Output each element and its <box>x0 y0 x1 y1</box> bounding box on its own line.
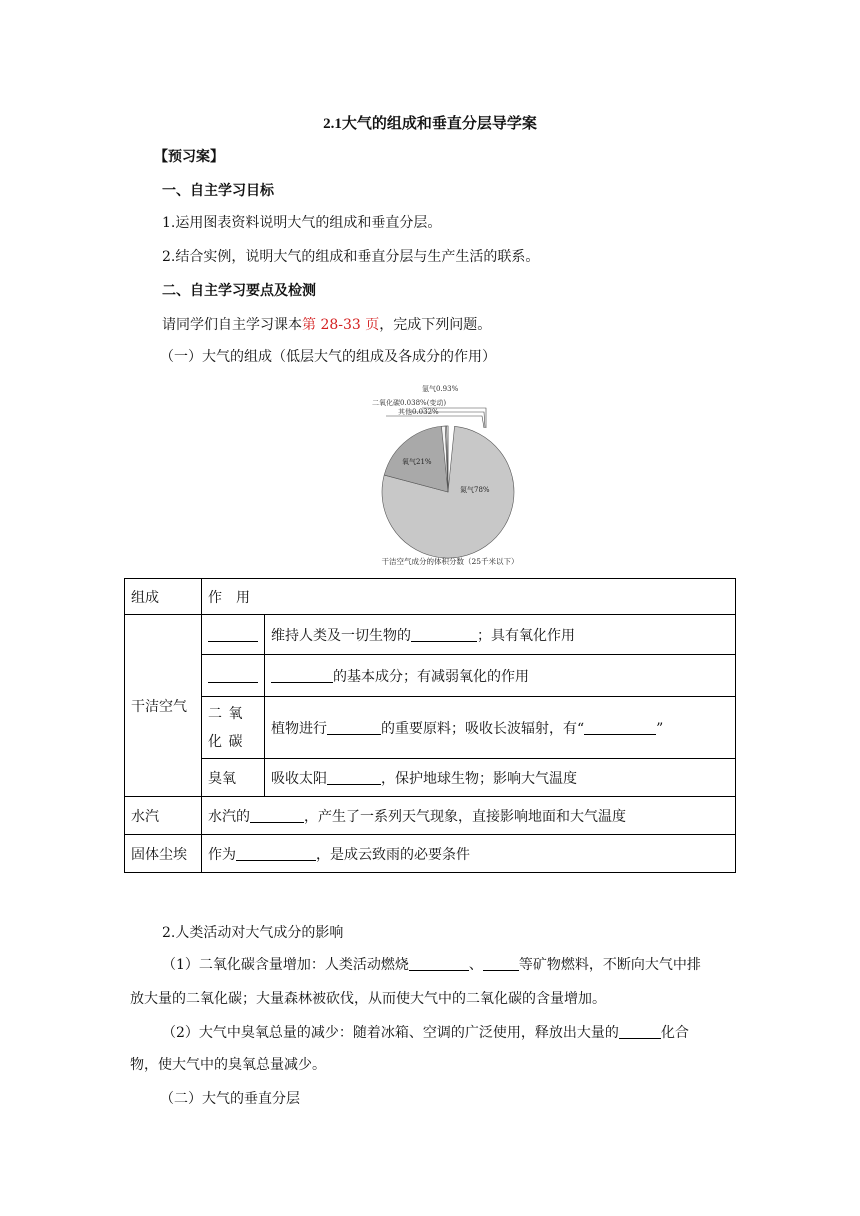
cell-function-4 <box>265 759 736 797</box>
header-function: 作 用 <box>202 579 736 615</box>
section-human-impact: 2.人类活动对大气成分的影响 <box>162 925 344 941</box>
cell-co2: 二 氧 化 碳 <box>202 697 265 759</box>
table-row <box>125 835 736 873</box>
para-ozone-line2: 物，使大气中的臭氧总量减少。 <box>130 1057 326 1073</box>
subheading-vertical-layers: （二）大气的垂直分层 <box>160 1091 300 1107</box>
group-dry-air: 干洁空气 <box>125 615 202 797</box>
cell-water-function <box>202 797 736 835</box>
blank-fill[interactable] <box>409 954 469 971</box>
cell-water: 水汽 <box>125 797 202 835</box>
cell-function-2 <box>265 655 736 697</box>
text: 吸收太阳 <box>271 770 327 787</box>
text: ，是成云致雨的必要条件 <box>316 846 470 863</box>
header-composition: 组成 <box>125 579 202 615</box>
text: 植物进行 <box>271 720 327 737</box>
text: （1）二氧化碳含量增加：人类活动燃烧 <box>162 957 409 973</box>
blank-fill[interactable] <box>327 768 381 785</box>
leader-line-other <box>386 416 484 428</box>
para-co2-line1 <box>162 954 701 976</box>
text: ；具有氧化作用 <box>477 627 575 644</box>
instruction-pages: 第 28-33 页 <box>302 317 380 333</box>
text: 作为 <box>208 846 236 863</box>
goal-1: 1.运用图表资料说明大气的组成和垂直分层。 <box>162 215 442 231</box>
cell-function-3 <box>265 697 736 759</box>
table-row <box>125 615 736 655</box>
pie-label-oxygen: 氧气21% <box>402 458 432 466</box>
pie-label-other: 其他0.032% <box>398 408 439 416</box>
table-row <box>125 759 736 797</box>
cell-blank-gas-1 <box>202 615 265 655</box>
composition-pie-chart <box>360 378 540 570</box>
text: ，保护地球生物；影响大气温度 <box>381 770 577 787</box>
pie-label-nitrogen: 氮气78% <box>460 486 490 494</box>
heading-key-points: 二、自主学习要点及检测 <box>162 283 316 299</box>
blank-fill[interactable] <box>411 625 477 642</box>
composition-table <box>124 578 736 873</box>
cell-dust-function <box>202 835 736 873</box>
blank-gas-2[interactable] <box>208 666 258 683</box>
blank-fill[interactable] <box>619 1022 661 1039</box>
table-row <box>125 797 736 835</box>
cell-ozone: 臭氧 <box>202 759 265 797</box>
text: 、 <box>468 957 483 973</box>
table-row <box>125 697 736 759</box>
text: 水汽的 <box>208 808 250 825</box>
instruction-text-b: ，完成下列问题。 <box>379 317 492 333</box>
pie-caption: 干洁空气成分的体积分数（25千米以下） <box>381 557 519 566</box>
heading-goals: 一、自主学习目标 <box>162 183 274 199</box>
blank-gas-1[interactable] <box>208 625 258 642</box>
subheading-composition: （一）大气的组成（低层大气的组成及各成分的作用） <box>160 349 496 365</box>
blank-fill[interactable] <box>483 954 519 971</box>
text: 的基本成分；有减弱氧化的作用 <box>333 668 529 685</box>
pie-label-argon: 氩气0.93% <box>422 385 459 393</box>
table-header-row <box>125 579 736 615</box>
text: ，产生了一系列天气现象，直接影响地面和大气温度 <box>304 808 626 825</box>
blank-fill[interactable] <box>327 718 381 735</box>
blank-fill[interactable] <box>236 844 316 861</box>
text: 等矿物燃料，不断向大气中排 <box>518 957 701 973</box>
goal-2: 2.结合实例，说明大气的组成和垂直分层与生产生活的联系。 <box>162 249 540 265</box>
blank-fill[interactable] <box>584 718 656 735</box>
para-ozone-line1 <box>162 1022 689 1044</box>
text: （2）大气中臭氧总量的减少：随着冰箱、空调的广泛使用，释放出大量的 <box>162 1025 619 1041</box>
text: 化合 <box>660 1025 689 1041</box>
text: 维持人类及一切生物的 <box>271 627 411 644</box>
cell-dust: 固体尘埃 <box>125 835 202 873</box>
text: 的重要原料；吸收长波辐射，有“ <box>381 720 585 737</box>
cell-blank-gas-2 <box>202 655 265 697</box>
table-row <box>125 655 736 697</box>
instruction-text-a: 请同学们自主学习课本 <box>162 317 302 333</box>
blank-fill[interactable] <box>271 666 333 683</box>
cell-function-1 <box>265 615 736 655</box>
para-co2-line2: 放大量的二氧化碳；大量森林被砍伐，从而使大气中的二氧化碳的含量增加。 <box>130 991 606 1007</box>
text: ” <box>656 720 664 737</box>
blank-fill[interactable] <box>250 806 304 823</box>
doc-title: 2.1大气的组成和垂直分层导学案 <box>323 116 537 132</box>
section-preview: 【预习案】 <box>154 149 224 165</box>
pie-label-co2: 二氧化碳0.038%(变动) <box>372 399 447 407</box>
instruction <box>162 314 491 336</box>
